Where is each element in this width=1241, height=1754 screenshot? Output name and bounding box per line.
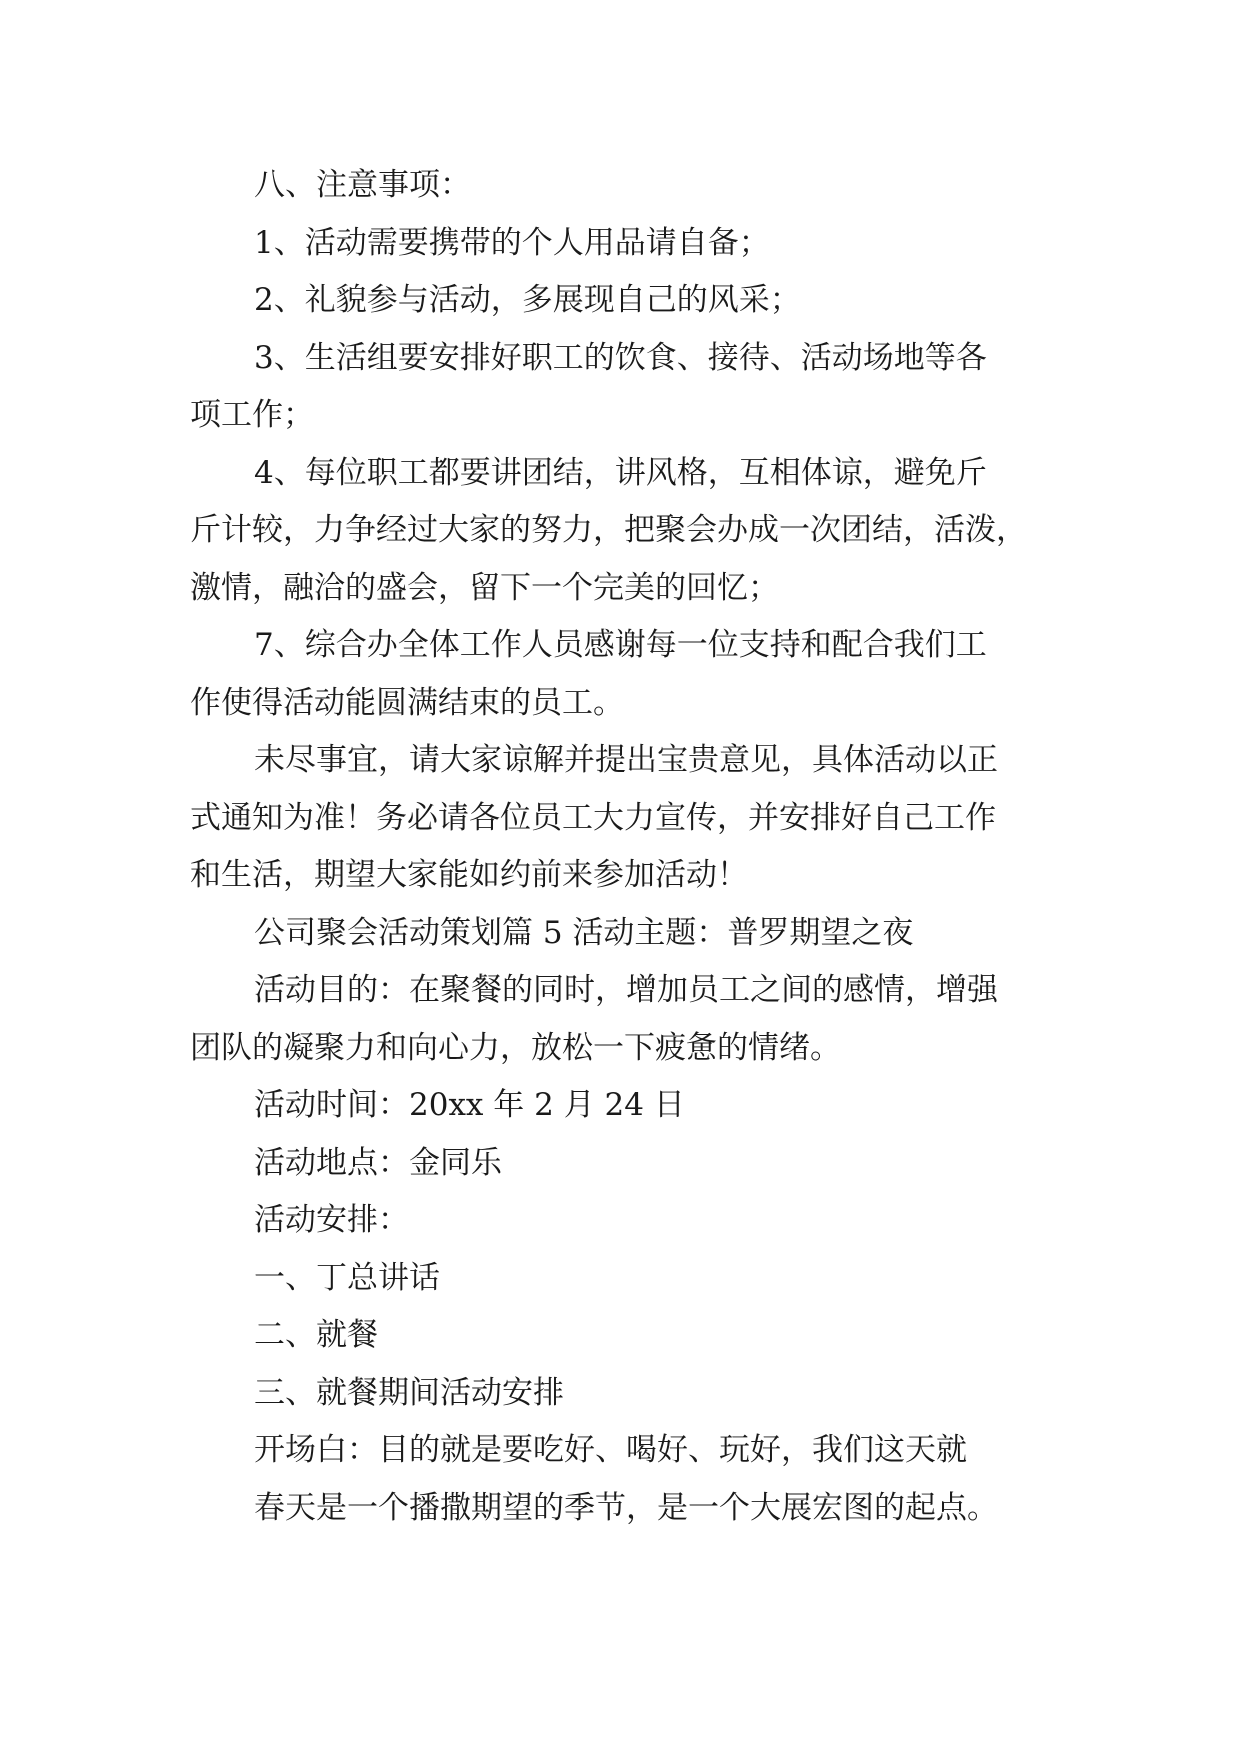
note-item-2: 2、礼貌参与活动，多展现自己的风采； — [254, 282, 801, 318]
activity-location: 活动地点：金同乐 — [254, 1144, 502, 1181]
note-item-7-continued: 作使得活动能圆满结束的员工。 — [190, 684, 624, 721]
spring-paragraph: 春天是一个播撒期望的季节，是一个大展宏图的起点。 — [254, 1489, 998, 1526]
note-item-7: 7、综合办全体工作人员感谢每一位支持和配合我们工 — [254, 627, 987, 663]
activity-arrangement-heading: 活动安排： — [254, 1202, 409, 1238]
note-item-3: 3、生活组要安排好职工的饮食、接待、活动场地等各 — [254, 339, 987, 376]
opening-remarks: 开场白：目的就是要吃好、喝好、玩好，我们这天就 — [254, 1432, 967, 1468]
arrangement-item-1: 一、丁总讲话 — [254, 1259, 440, 1296]
arrangement-item-2: 二、就餐 — [254, 1317, 378, 1353]
note-item-4-continued: 斤计较，力争经过大家的努力，把聚会办成一次团结，活泼， — [190, 512, 1027, 548]
document-body — [190, 157, 1050, 1537]
note-item-3-continued: 项工作； — [190, 397, 314, 433]
closing-paragraph-continued: 和生活，期望大家能如约前来参加活动！ — [190, 857, 748, 893]
activity-time: 活动时间：20xx 年 2 月 24 日 — [254, 1087, 685, 1123]
arrangement-item-3: 三、就餐期间活动安排 — [254, 1374, 564, 1411]
note-item-1: 1、活动需要携带的个人用品请自备； — [254, 224, 770, 261]
activity-purpose-continued: 团队的凝聚力和向心力，放松一下疲惫的情绪。 — [190, 1029, 841, 1066]
note-item-4: 4、每位职工都要讲团结，讲风格，互相体谅，避免斤 — [254, 454, 987, 491]
closing-paragraph: 未尽事宜，请大家谅解并提出宝贵意见，具体活动以正 — [254, 742, 998, 778]
section-heading-notes: 八、注意事项： — [254, 167, 471, 203]
closing-paragraph-continued: 式通知为准！务必请各位员工大力宣传，并安排好自己工作 — [190, 799, 996, 836]
plan-5-title: 公司聚会活动策划篇 5 活动主题：普罗期望之夜 — [254, 914, 914, 951]
activity-purpose: 活动目的：在聚餐的同时，增加员工之间的感情，增强 — [254, 972, 998, 1008]
note-item-4-continued: 激情，融洽的盛会，留下一个完美的回忆； — [190, 569, 779, 606]
